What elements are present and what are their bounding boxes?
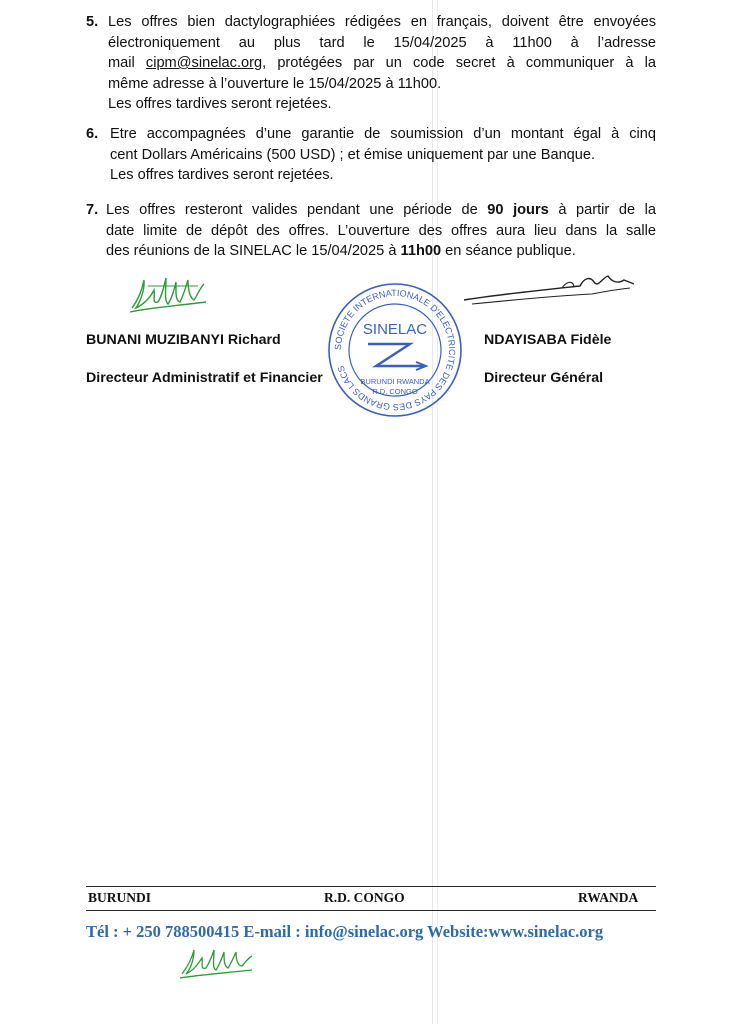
signature-right xyxy=(462,270,637,310)
item-5-line-3 xyxy=(108,53,656,74)
email-link[interactable]: cipm@sinelac.org, xyxy=(145,55,267,71)
signatory-right-name: NDAYISABA Fidèle xyxy=(484,332,612,348)
text: Les offres resteront valides pendant une période de xyxy=(106,202,478,218)
footer-initials xyxy=(178,946,254,980)
item-7-line-1 xyxy=(106,200,656,221)
stamp-ring-text: SOCIETE INTERNATIONALE D'ELECTRICITE DES PAYS DES GRANDS LACS xyxy=(332,287,458,413)
item-number: 7. xyxy=(86,202,99,218)
item-7-line-2: date limite de dépôt des offres. L’ouverture des offres aura lieu dans la salle xyxy=(106,222,656,239)
footer-top-rule xyxy=(86,886,656,887)
list-item-6 xyxy=(86,124,656,186)
item-6-line-1: Etre accompagnées d’une garantie de soumission d’un montant égal à cinq xyxy=(110,126,656,142)
item-5-line-5: Les offres tardives seront rejetées. xyxy=(108,96,332,112)
list-item-5 xyxy=(86,12,656,115)
stamp-countries-2: R.D. CONGO xyxy=(372,387,418,396)
item-7-line-3 xyxy=(106,241,656,262)
item-number: 5. xyxy=(86,14,99,30)
item-6-line-3: Les offres tardives seront rejetées. xyxy=(110,167,334,183)
text: à partir de la xyxy=(558,202,656,218)
signatory-left-title: Directeur Administratif et Financier xyxy=(86,370,323,386)
footer-bottom-rule xyxy=(86,910,656,911)
list-item-7 xyxy=(86,200,656,262)
item-5-line-4: même adresse à l’ouverture le 15/04/2025 à 11h00. xyxy=(108,75,442,92)
footer-contact: Tél : + 250 788500415 E-mail : info@sinelac.org Website:www.sinelac.org xyxy=(86,922,604,941)
item-5-line-1: Les offres bien dactylographiées rédigées en français, doivent être envoyées xyxy=(108,14,656,30)
item-5-line-2: électroniquement au plus tard le 15/04/2025 à 11h00 à l’adresse xyxy=(108,34,656,51)
item-6-line-2: cent Dollars Américains (500 USD) ; et émise uniquement par une Banque. xyxy=(110,146,596,163)
bold-time: 11h00 xyxy=(400,243,442,259)
stamp-center-text: SINELAC xyxy=(362,321,428,338)
signatory-left-name: BUNANI MUZIBANYI Richard xyxy=(86,332,281,348)
signature-left xyxy=(128,272,208,314)
item-number: 6. xyxy=(86,126,99,142)
mail-suffix: protégées par un code secret à communiquer à la xyxy=(277,55,656,71)
signatory-right-title: Directeur Général xyxy=(484,370,604,386)
footer-country-rdc: R.D. CONGO xyxy=(324,890,405,905)
text: des réunions de la SINELAC le 15/04/2025 à xyxy=(106,243,397,259)
text: en séance publique. xyxy=(445,243,576,259)
bold-duration: 90 jours xyxy=(487,202,549,218)
company-stamp xyxy=(326,280,464,420)
mail-prefix: mail xyxy=(108,55,135,71)
footer-country-rwanda: RWANDA xyxy=(578,890,639,905)
stamp-countries-1: BURUNDI RWANDA xyxy=(360,377,430,386)
footer-country-burundi: BURUNDI xyxy=(88,890,152,905)
